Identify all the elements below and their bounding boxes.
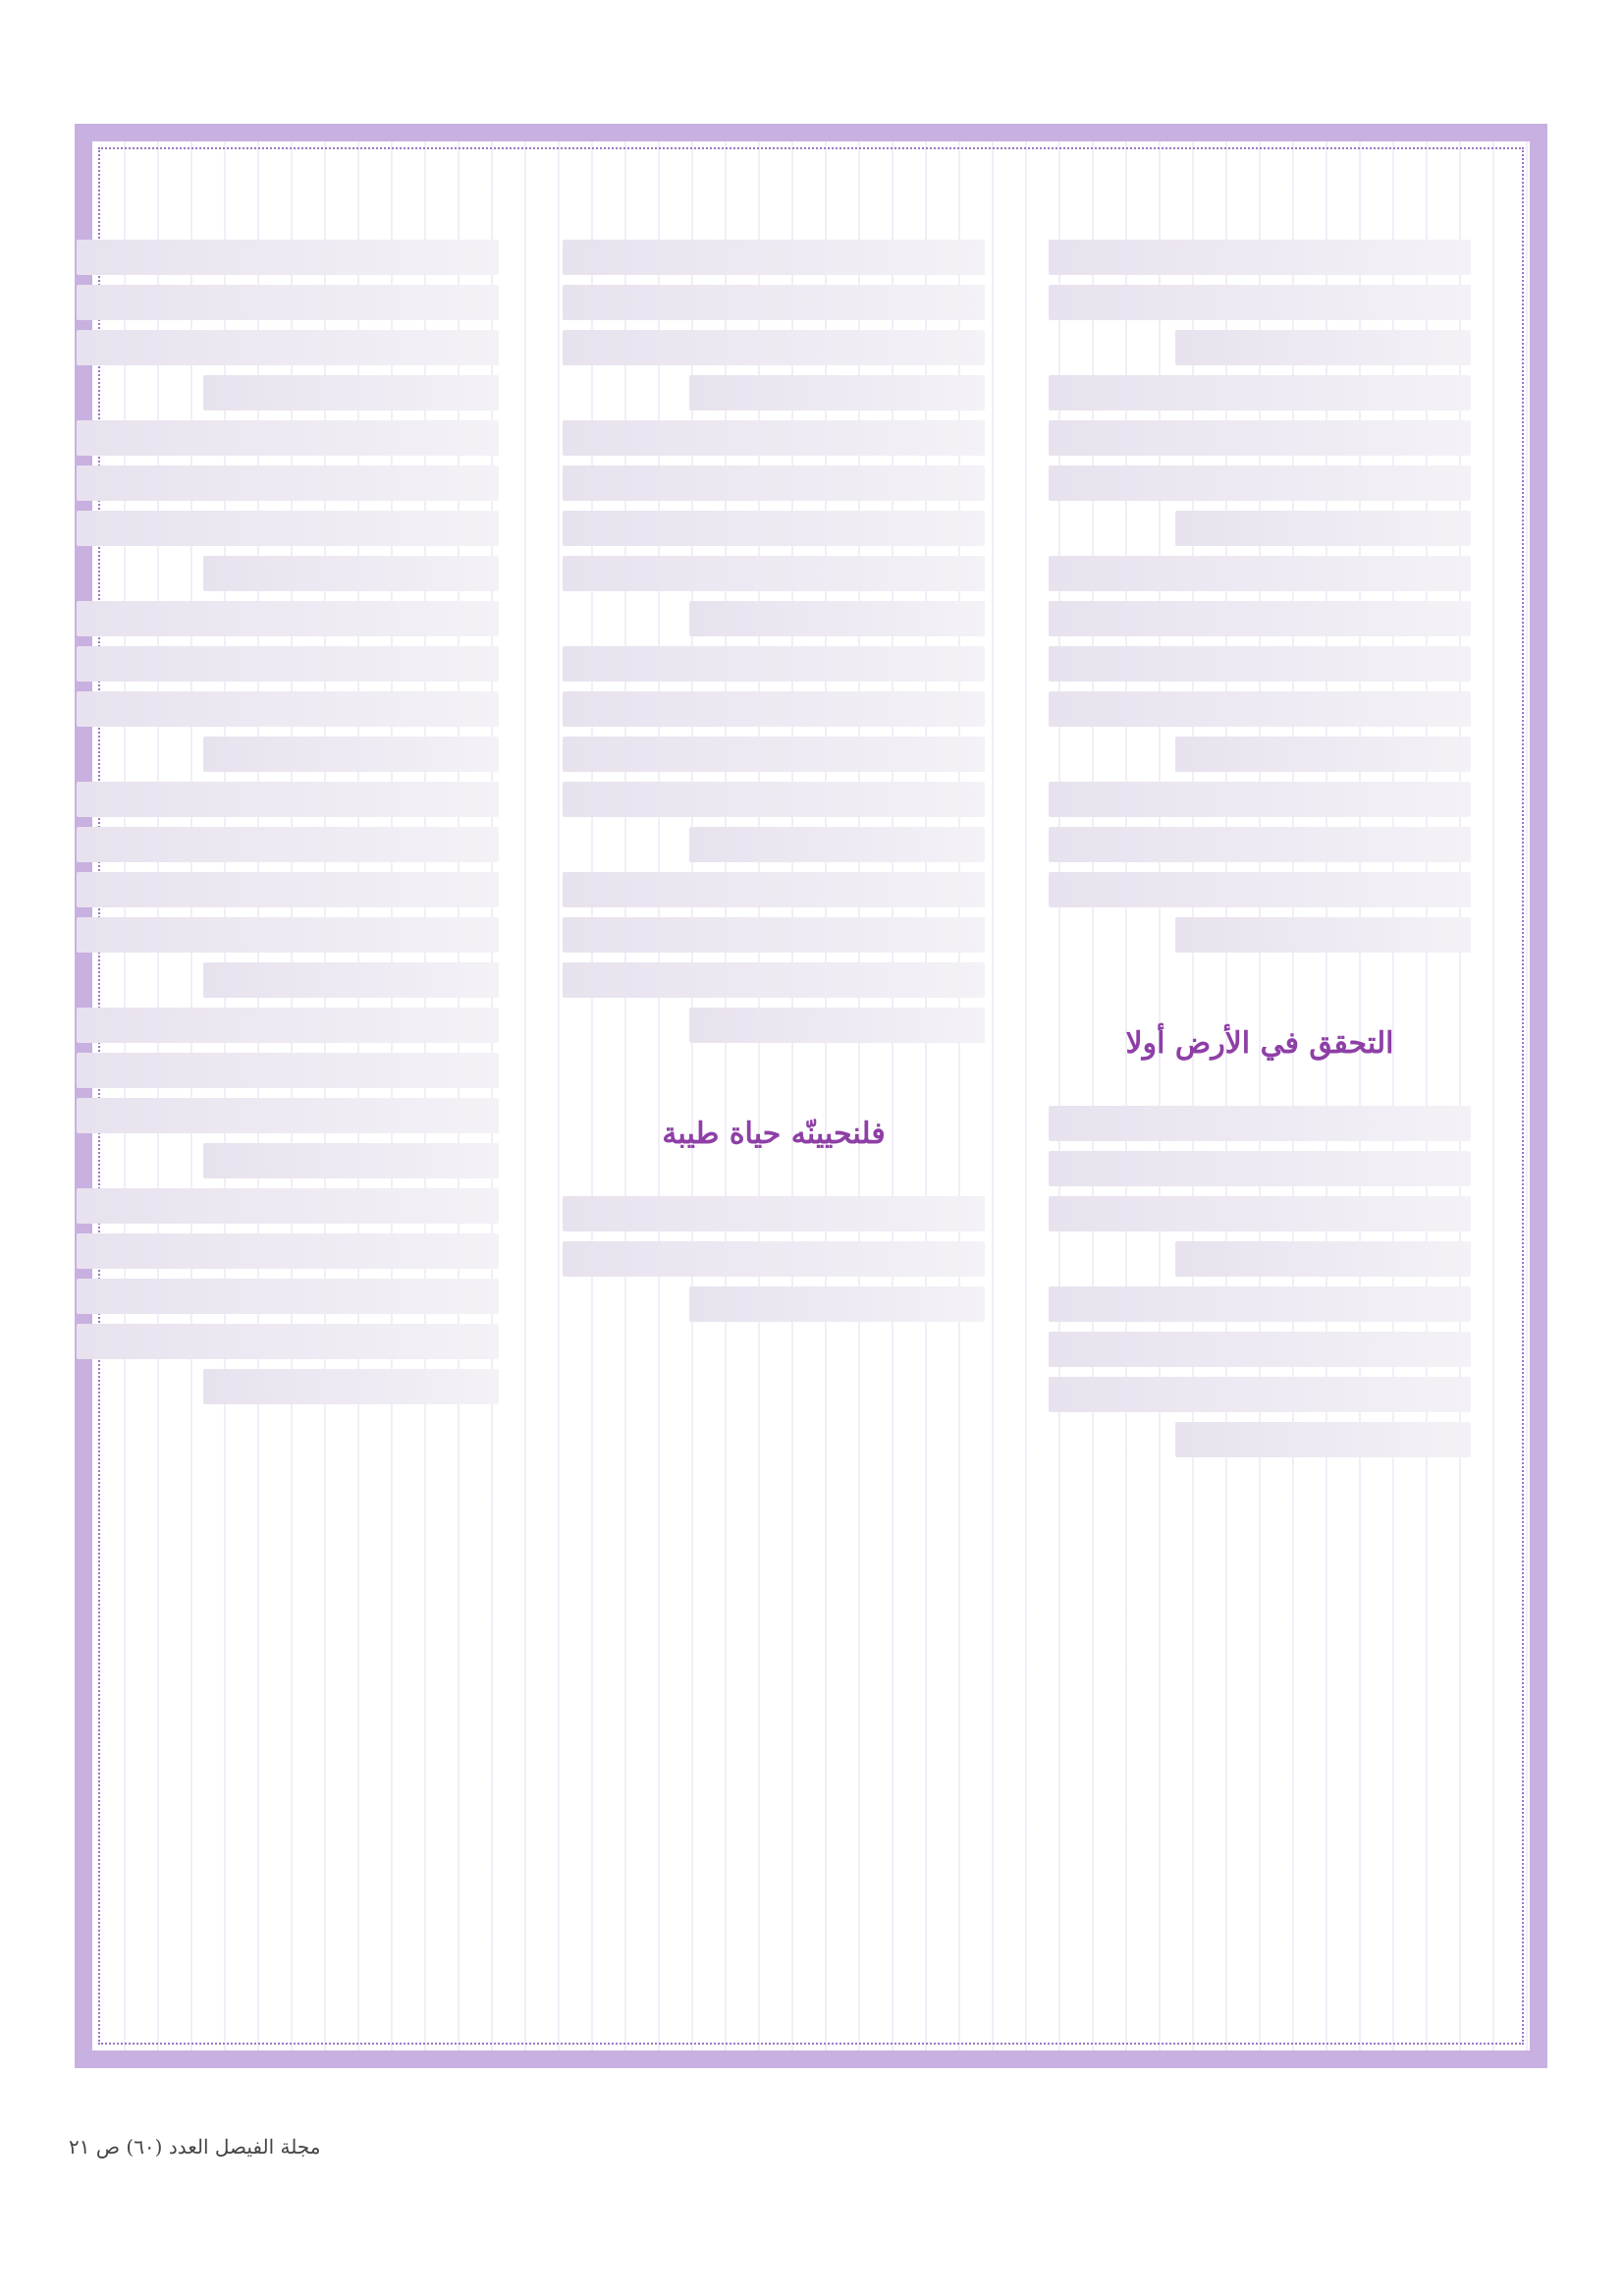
body-text-placeholder xyxy=(563,872,985,907)
body-text-placeholder xyxy=(77,330,499,365)
body-text-placeholder xyxy=(77,1008,499,1043)
body-text-placeholder xyxy=(1049,827,1471,862)
body-text-placeholder xyxy=(77,646,499,682)
body-text-placeholder xyxy=(1049,1151,1471,1186)
body-text-placeholder xyxy=(1175,511,1471,546)
body-text-placeholder xyxy=(1175,1241,1471,1277)
body-text-placeholder xyxy=(203,375,499,410)
body-text-placeholder xyxy=(563,465,985,501)
body-text-placeholder xyxy=(77,1324,499,1359)
body-text-placeholder xyxy=(203,1143,499,1178)
body-text-placeholder xyxy=(1049,601,1471,636)
body-text-placeholder xyxy=(77,420,499,456)
body-text-placeholder xyxy=(563,917,985,953)
body-text-placeholder xyxy=(203,737,499,772)
body-text-placeholder xyxy=(689,1286,985,1322)
body-text-placeholder xyxy=(1049,872,1471,907)
body-text-placeholder xyxy=(563,240,985,275)
body-text-placeholder xyxy=(563,1196,985,1231)
body-text-placeholder xyxy=(563,285,985,320)
body-text-placeholder xyxy=(1049,1286,1471,1322)
body-text-placeholder xyxy=(203,962,499,998)
body-text-placeholder xyxy=(689,601,985,636)
body-text-placeholder xyxy=(1049,556,1471,591)
body-text-placeholder xyxy=(563,420,985,456)
body-text-placeholder xyxy=(1049,420,1471,456)
body-text-placeholder xyxy=(563,646,985,682)
body-text-placeholder xyxy=(203,556,499,591)
body-text-placeholder xyxy=(563,511,985,546)
body-text-placeholder xyxy=(77,285,499,320)
body-text-placeholder xyxy=(1175,1422,1471,1457)
body-text-placeholder xyxy=(1049,465,1471,501)
body-text-placeholder xyxy=(77,511,499,546)
body-text-placeholder xyxy=(77,601,499,636)
body-text-placeholder xyxy=(77,1188,499,1224)
body-text-placeholder xyxy=(1049,646,1471,682)
body-text-placeholder xyxy=(77,1279,499,1314)
body-text-placeholder xyxy=(1049,1196,1471,1231)
body-text-placeholder xyxy=(203,1369,499,1404)
body-text-placeholder xyxy=(689,827,985,862)
article-column-middle xyxy=(563,230,985,2076)
body-text-placeholder xyxy=(563,556,985,591)
body-text-placeholder xyxy=(1049,285,1471,320)
body-text-placeholder xyxy=(563,962,985,998)
body-text-placeholder xyxy=(77,1098,499,1133)
body-text-placeholder xyxy=(689,375,985,410)
body-text-placeholder xyxy=(1175,737,1471,772)
body-text-placeholder xyxy=(1049,1377,1471,1412)
body-text-placeholder xyxy=(563,737,985,772)
body-text-placeholder xyxy=(77,1053,499,1088)
body-text-placeholder xyxy=(1049,240,1471,275)
body-text-placeholder xyxy=(563,691,985,727)
body-text-placeholder xyxy=(77,827,499,862)
body-text-placeholder xyxy=(77,917,499,953)
section-heading: فلنحيينّه حياة طيبة xyxy=(662,1117,886,1151)
ornamental-border xyxy=(75,124,1547,2068)
body-text-placeholder xyxy=(77,240,499,275)
body-text-placeholder xyxy=(563,1241,985,1277)
body-text-placeholder xyxy=(1049,691,1471,727)
body-text-placeholder xyxy=(77,465,499,501)
body-text-placeholder xyxy=(1049,1106,1471,1141)
body-text-placeholder xyxy=(689,1008,985,1043)
body-text-placeholder xyxy=(1049,375,1471,410)
body-text-placeholder xyxy=(1049,782,1471,817)
body-text-placeholder xyxy=(77,691,499,727)
body-text-placeholder xyxy=(1049,1332,1471,1367)
body-text-placeholder xyxy=(1175,917,1471,953)
body-text-placeholder xyxy=(1175,330,1471,365)
body-text-placeholder xyxy=(563,330,985,365)
body-text-placeholder xyxy=(77,782,499,817)
page-footer: مجلة الفيصل العدد (٦٠) ص ٢١ xyxy=(69,2135,321,2159)
body-text-placeholder xyxy=(563,782,985,817)
body-text-placeholder xyxy=(77,872,499,907)
article-column-left xyxy=(77,230,499,2076)
section-heading: التحقق في الأرض أولا xyxy=(1125,1026,1394,1061)
body-text-placeholder xyxy=(77,1233,499,1269)
article-column-right xyxy=(1049,230,1471,2076)
